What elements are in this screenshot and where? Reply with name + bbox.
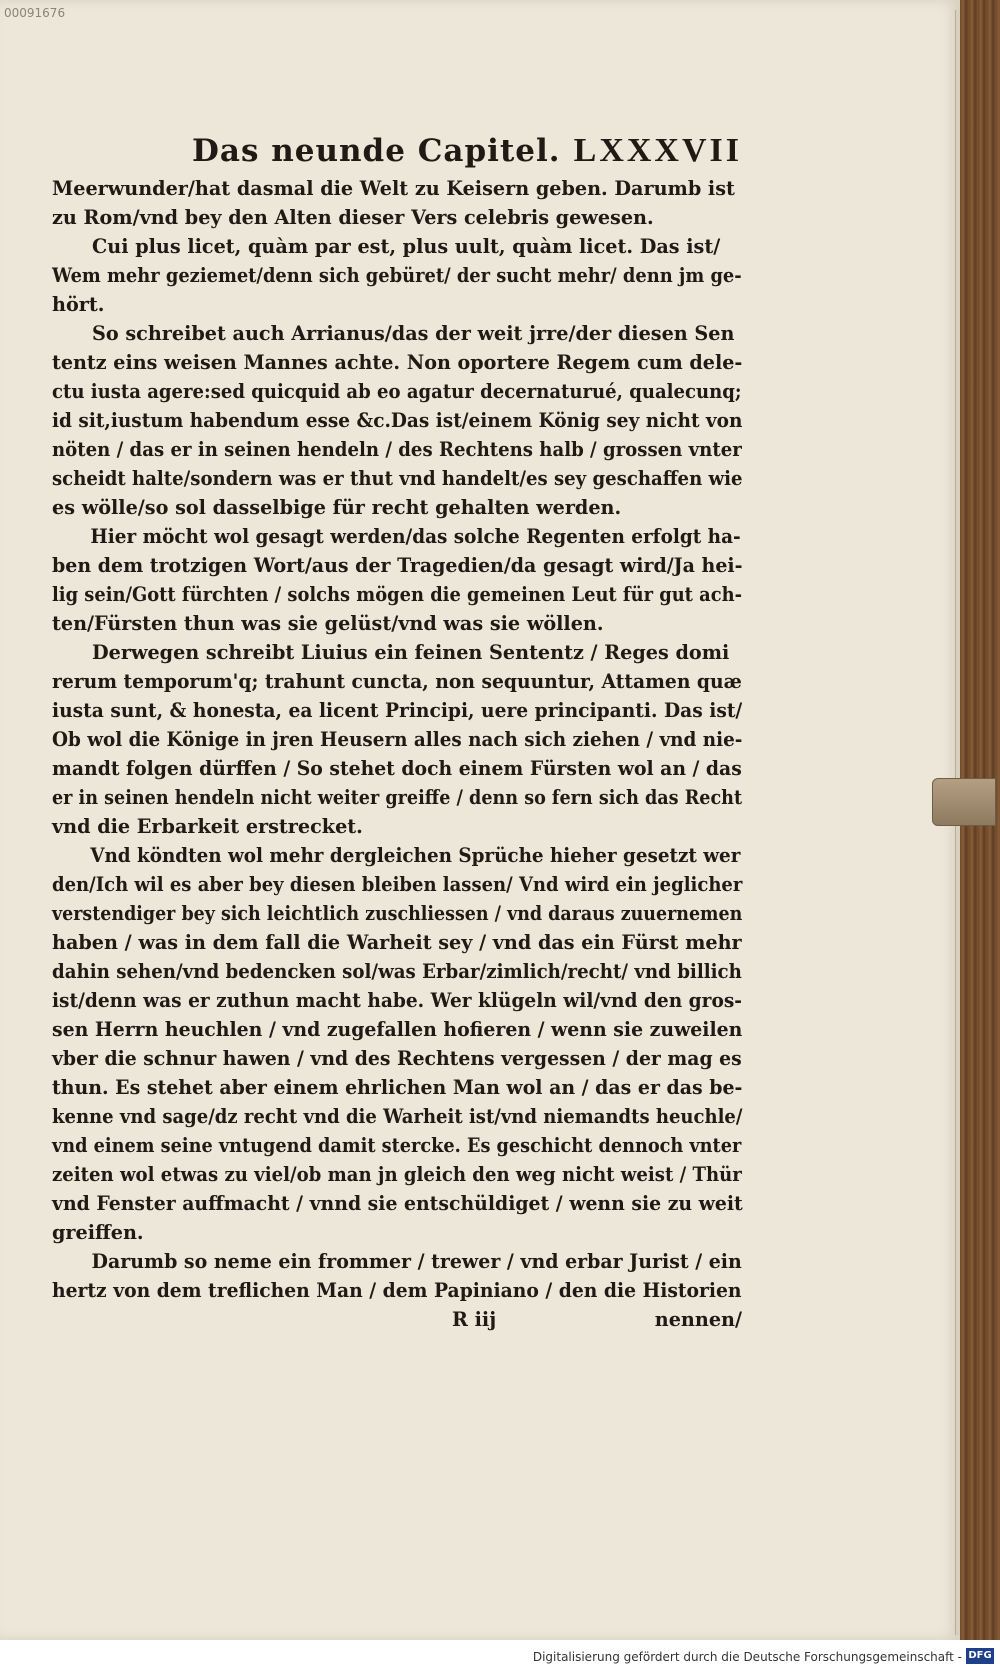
text-line: ten/Fürsten thun was sie gelüst/vnd was sie wöllen. xyxy=(52,612,604,635)
footer-bar xyxy=(0,1640,1000,1673)
text-line: Cui plus licet, quàm par est, plus uult, quàm licet. Das ist/ xyxy=(92,235,721,258)
text-line: thun. Es stehet aber einem ehrlichen Man wol an / das er das be- xyxy=(52,1076,743,1099)
text-line: Vnd köndten wol mehr dergleichen Sprüche hieher gesetzt wer xyxy=(90,844,741,867)
text-line: kenne vnd sage/dz recht vnd die Warheit ist/vnd niemandts heuchle/ xyxy=(52,1105,743,1128)
funding-credit: Digitalisierung gefördert durch die Deutsche Forschungsgemeinschaft - xyxy=(532,1650,962,1664)
text-line: vnd Fenster auffmacht / vnnd sie entschüldiget / wenn sie zu weit xyxy=(52,1192,743,1215)
text-line: vnd einem seine vntugend damit stercke. Es geschicht dennoch vnter xyxy=(52,1134,742,1157)
text-line: hört. xyxy=(52,293,105,316)
text-line: zu Rom/vnd bey den Alten dieser Vers celebris gewesen. xyxy=(52,206,654,229)
text-line: hertz von dem treflichen Man / dem Papiniano / den die Historien xyxy=(52,1279,742,1302)
text-line: vnd die Erbarkeit erstrecket. xyxy=(52,815,363,838)
catchword: nennen/ xyxy=(654,1308,742,1331)
text-line: Darumb so neme ein frommer / trewer / vnd erbar Jurist / ein xyxy=(91,1250,742,1273)
text-line: haben / was in dem fall die Warheit sey / vnd das ein Fürst mehr xyxy=(52,931,742,954)
book-clasp xyxy=(932,778,996,826)
page-header xyxy=(52,132,742,174)
text-line: rerum temporum'q; trahunt cuncta, non sequuntur, Attamen quæ xyxy=(52,670,742,693)
text-line: tentz eins weisen Mannes achte. Non oportere Regem cum dele- xyxy=(52,351,743,374)
text-line: id sit,iustum habendum esse &c.Das ist/einem König sey nicht von xyxy=(52,409,743,432)
body-text xyxy=(52,174,742,1305)
signature-mark: R iij xyxy=(452,1308,497,1331)
text-line: iusta sunt, & honesta, ea licent Principi, uere principanti. Das ist/ xyxy=(52,699,743,722)
text-line: verstendiger bey sich leichtlich zuschliessen / vnd daraus zuuernemen xyxy=(52,902,743,925)
text-line: scheidt halte/sondern was er thut vnd handelt/es sey geschaffen wie xyxy=(52,467,743,490)
text-line: lig sein/Gott fürchten / solchs mögen die gemeinen Leut für gut ach- xyxy=(52,583,743,606)
dfg-logo: DFG xyxy=(966,1648,994,1664)
text-line: er in seinen hendeln nicht weiter greiffe / denn so fern sich das Recht xyxy=(52,786,743,809)
text-line: ctu iusta agere:sed quicquid ab eo agatur decernaturué, qualecunq; xyxy=(52,380,742,403)
text-line: den/Ich wil es aber bey diesen bleiben lassen/ Vnd wird ein jeglicher xyxy=(52,873,743,896)
text-line: Hier möcht wol gesagt werden/das solche Regenten erfolgt ha- xyxy=(90,525,741,548)
text-line: So schreibet auch Arrianus/das der weit jrre/der diesen Sen xyxy=(92,322,735,345)
text-line: zeiten wol etwas zu viel/ob man jn gleich den weg nicht weist / Thür xyxy=(52,1163,742,1186)
text-line: es wölle/so sol dasselbige für recht gehalten werden. xyxy=(52,496,622,519)
running-head: Das neunde Capitel. xyxy=(192,133,561,169)
text-line: Meerwunder/hat dasmal die Welt zu Keisern geben. Darumb ist xyxy=(52,177,735,200)
text-line: vber die schnur hawen / vnd des Rechtens vergessen / der mag es xyxy=(52,1047,742,1070)
text-line: nöten / das er in seinen hendeln / des Rechtens halb / grossen vnter xyxy=(52,438,742,461)
folio-number: LXXXVII xyxy=(573,132,742,169)
text-line: ist/denn was er zuthun macht habe. Wer klügeln wil/vnd den gros- xyxy=(52,989,743,1012)
text-line: Derwegen schreibt Liuius ein feinen Sententz / Reges domi xyxy=(92,641,730,664)
text-line: sen Herrn heuchlen / vnd zugefallen hofieren / wenn sie zuweilen xyxy=(52,1018,743,1041)
text-line: dahin sehen/vnd bedencken sol/was Erbar/zimlich/recht/ vnd billich xyxy=(52,960,742,983)
text-line: Wem mehr geziemet/denn sich gebüret/ der sucht mehr/ denn jm ge- xyxy=(52,264,742,287)
signature-row xyxy=(52,1305,742,1334)
text-block xyxy=(52,132,742,1334)
scan-identifier: 00091676 xyxy=(4,6,66,20)
text-line: ben dem trotzigen Wort/aus der Tragedien/da gesagt wird/Ja hei- xyxy=(52,554,743,577)
text-line: greiffen. xyxy=(52,1221,144,1244)
text-line: mandt folgen dürffen / So stehet doch einem Fürsten wol an / das xyxy=(52,757,742,780)
text-line: Ob wol die Könige in jren Heusern alles nach sich ziehen / vnd nie- xyxy=(52,728,743,751)
